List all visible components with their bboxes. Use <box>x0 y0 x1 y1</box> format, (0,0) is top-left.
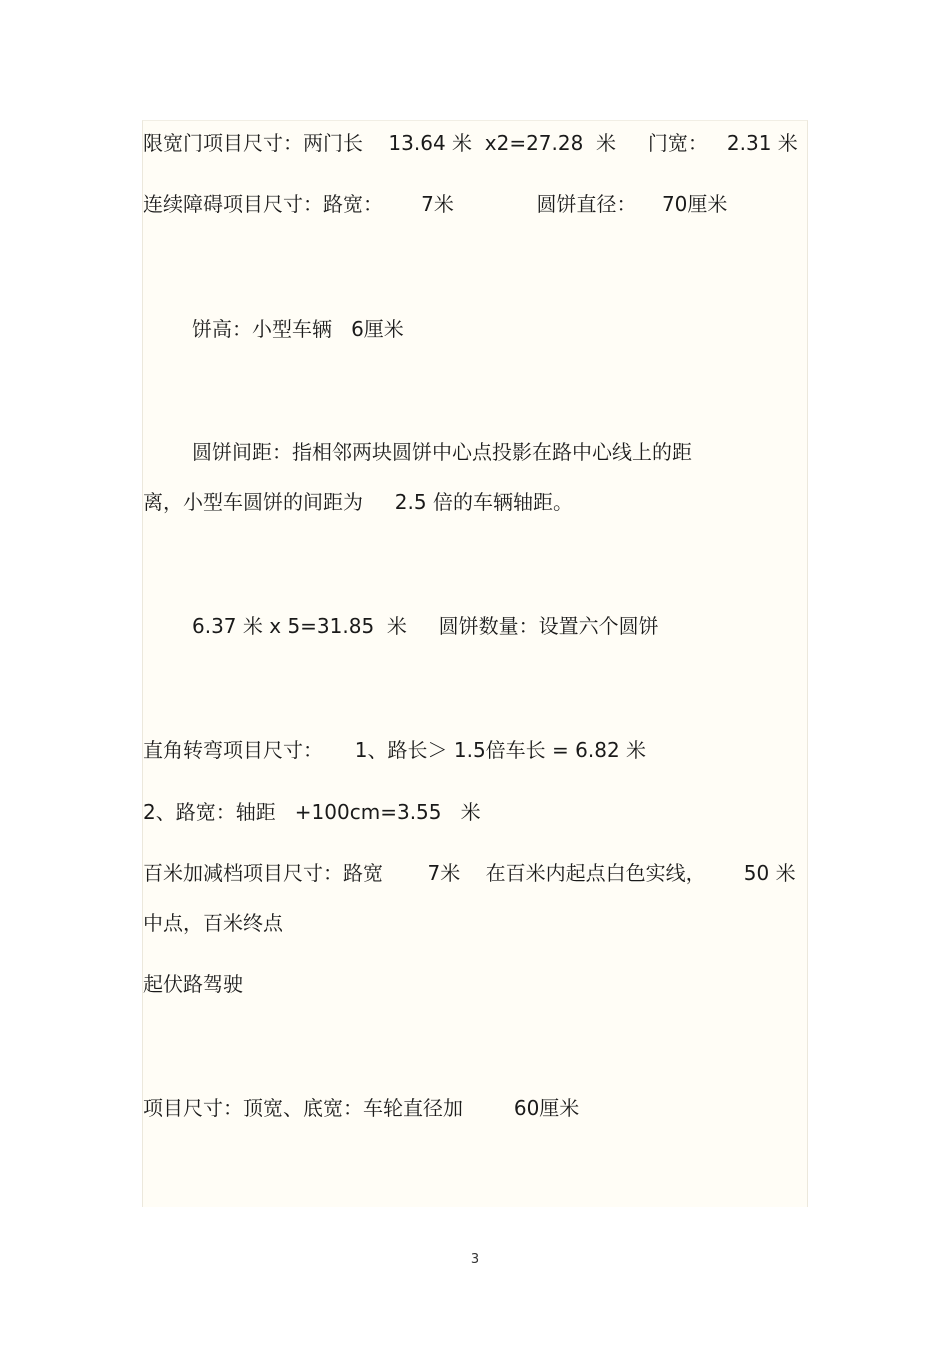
text-line-hundred-meter-cont: 中点，百米终点 <box>143 911 283 935</box>
text-line-right-turn-width: 2、路宽：轴距 +100cm=3.55 米 <box>143 800 481 824</box>
page-number: 3 <box>470 1252 480 1267</box>
text-line-cake-spacing: 圆饼间距：指相邻两块圆饼中心点投影在路中心线上的距 <box>192 440 692 464</box>
text-line-cake-height: 饼高：小型车辆 6厘米 <box>192 317 404 341</box>
document-content-panel <box>142 120 808 1207</box>
text-line-gate-width: 限宽门项目尺寸：两门长 13.64 米 x2=27.28 米 门宽： 2.31 米 <box>143 131 798 155</box>
text-line-cake-count: 6.37 米 x 5=31.85 米 圆饼数量：设置六个圆饼 <box>192 614 659 638</box>
text-line-hundred-meter: 百米加减档项目尺寸：路宽 7米 在百米内起点白色实线， 50 米 <box>143 861 796 885</box>
text-line-undulating-size: 项目尺寸：顶宽、底宽：车轮直径加 60厘米 <box>143 1096 580 1120</box>
text-line-cake-spacing-cont: 离，小型车圆饼的间距为 2.5 倍的车辆轴距。 <box>143 490 573 514</box>
text-line-undulating-road: 起伏路驾驶 <box>143 972 243 996</box>
text-line-obstacle-size: 连续障碍项目尺寸：路宽： 7米 圆饼直径： 70厘米 <box>143 192 728 216</box>
text-line-right-turn-length: 直角转弯项目尺寸： 1、路长＞ 1.5倍车长 = 6.82 米 <box>143 738 647 762</box>
